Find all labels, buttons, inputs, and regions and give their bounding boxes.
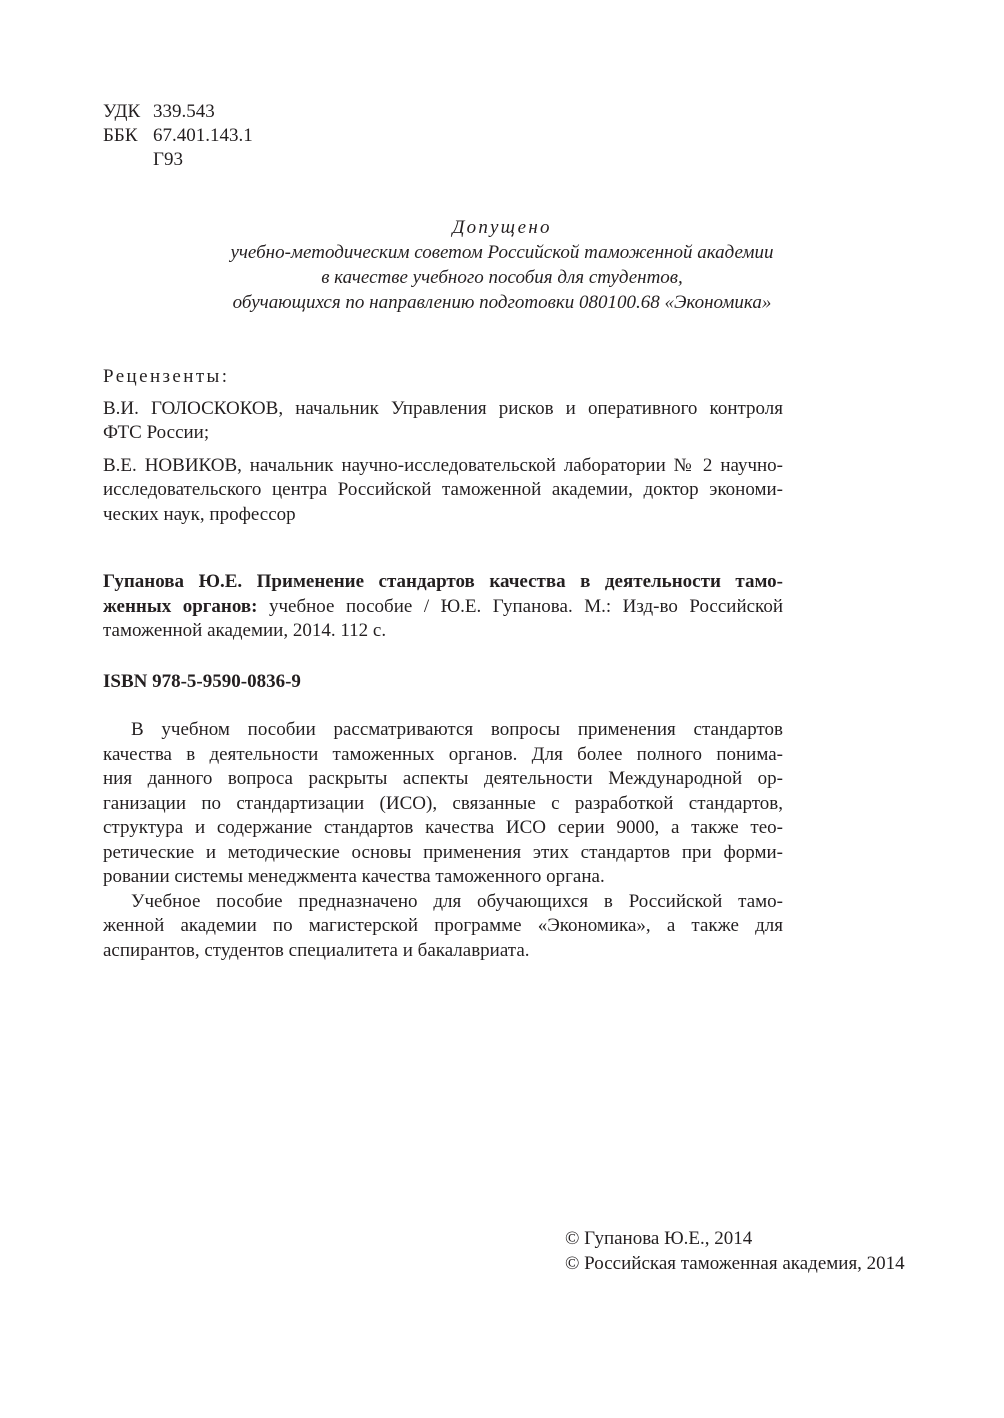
citation-line: таможенной академии, 2014. 112 с. [103, 620, 387, 641]
author-mark: Г93 [153, 149, 183, 170]
approval-line: в качестве учебного пособия для студентов, [321, 267, 683, 288]
udk-row [103, 100, 253, 124]
bbk-label: ББК [103, 125, 138, 146]
approval-heading: Допущено [452, 217, 552, 238]
reviewers-section [103, 365, 783, 535]
abstract-line: ретические и методические основы применения этих стандартов при форми- [103, 841, 783, 863]
approval-line: учебно-методическим советом Российской таможенной академии [230, 242, 774, 263]
copyright-line: © Гупанова Ю.Е., 2014 [565, 1228, 753, 1249]
copyright-line: © Российская таможенная академия, 2014 [565, 1252, 905, 1274]
citation-line [103, 570, 783, 595]
reviewer-line: ческих наук, профессор [103, 503, 296, 525]
approval-line: обучающихся по направлению подготовки 080100.68 «Экономика» [232, 292, 772, 313]
citation-line [103, 595, 783, 620]
reviewer-entry [103, 397, 783, 446]
udk-label: УДК [103, 101, 141, 122]
reviewer-line: ФТС России; [103, 422, 210, 443]
citation-title-end: женных органов: [103, 595, 258, 617]
abstract-line: женной академии по магистерской программе «Экономика», а также для [103, 915, 783, 936]
reviewer-line: исследовательского центра Российской таможенной академии, доктор экономи- [103, 479, 783, 500]
bbk-value: 67.401.143.1 [153, 125, 253, 146]
approval-block [150, 216, 854, 316]
citation-details: учебное пособие / Ю.Е. Гупанова. М.: Изд-во Российской [257, 595, 783, 617]
reviewer-line: В.И. ГОЛОСКОКОВ, начальник Управления рисков и оперативного контроля [103, 397, 783, 419]
author-mark-row [103, 148, 253, 172]
abstract-line: ровании системы менеджмента качества таможенного органа. [103, 866, 605, 887]
abstract-line: аспирантов, студентов специалитета и бакалавриата. [103, 939, 530, 961]
bibliographic-citation [103, 570, 783, 644]
bbk-row [103, 124, 253, 148]
citation-title: Гупанова Ю.Е. Применение стандартов качества в деятельности тамо- [103, 571, 783, 592]
abstract-line: структура и содержание стандартов качества ИСО серии 9000, а также тео- [103, 817, 783, 838]
reviewer-line: В.Е. НОВИКОВ, начальник научно-исследовательской лаборатории № 2 научно- [103, 454, 783, 476]
abstract-line: Учебное пособие предназначено для обучающихся в Российской тамо- [131, 890, 783, 912]
classification-codes [103, 100, 253, 172]
abstract-line: качества в деятельности таможенных органов. Для более полного понима- [103, 743, 783, 765]
abstract-paragraph [103, 718, 783, 890]
reviewer-entry [103, 454, 783, 528]
isbn: ISBN 978-5-9590-0836-9 [103, 671, 301, 692]
abstract-paragraph [103, 890, 783, 964]
abstract-line: В учебном пособии рассматриваются вопросы применения стандартов [131, 719, 783, 740]
copyright-notice [565, 1227, 905, 1276]
udk-value: 339.543 [153, 101, 215, 122]
abstract [103, 718, 783, 963]
abstract-line: ния данного вопроса раскрыты аспекты деятельности Международной ор- [103, 768, 783, 789]
reviewers-heading: Рецензенты: [103, 366, 230, 387]
abstract-line: ганизации по стандартизации (ИСО), связанные с разработкой стандартов, [103, 792, 783, 814]
